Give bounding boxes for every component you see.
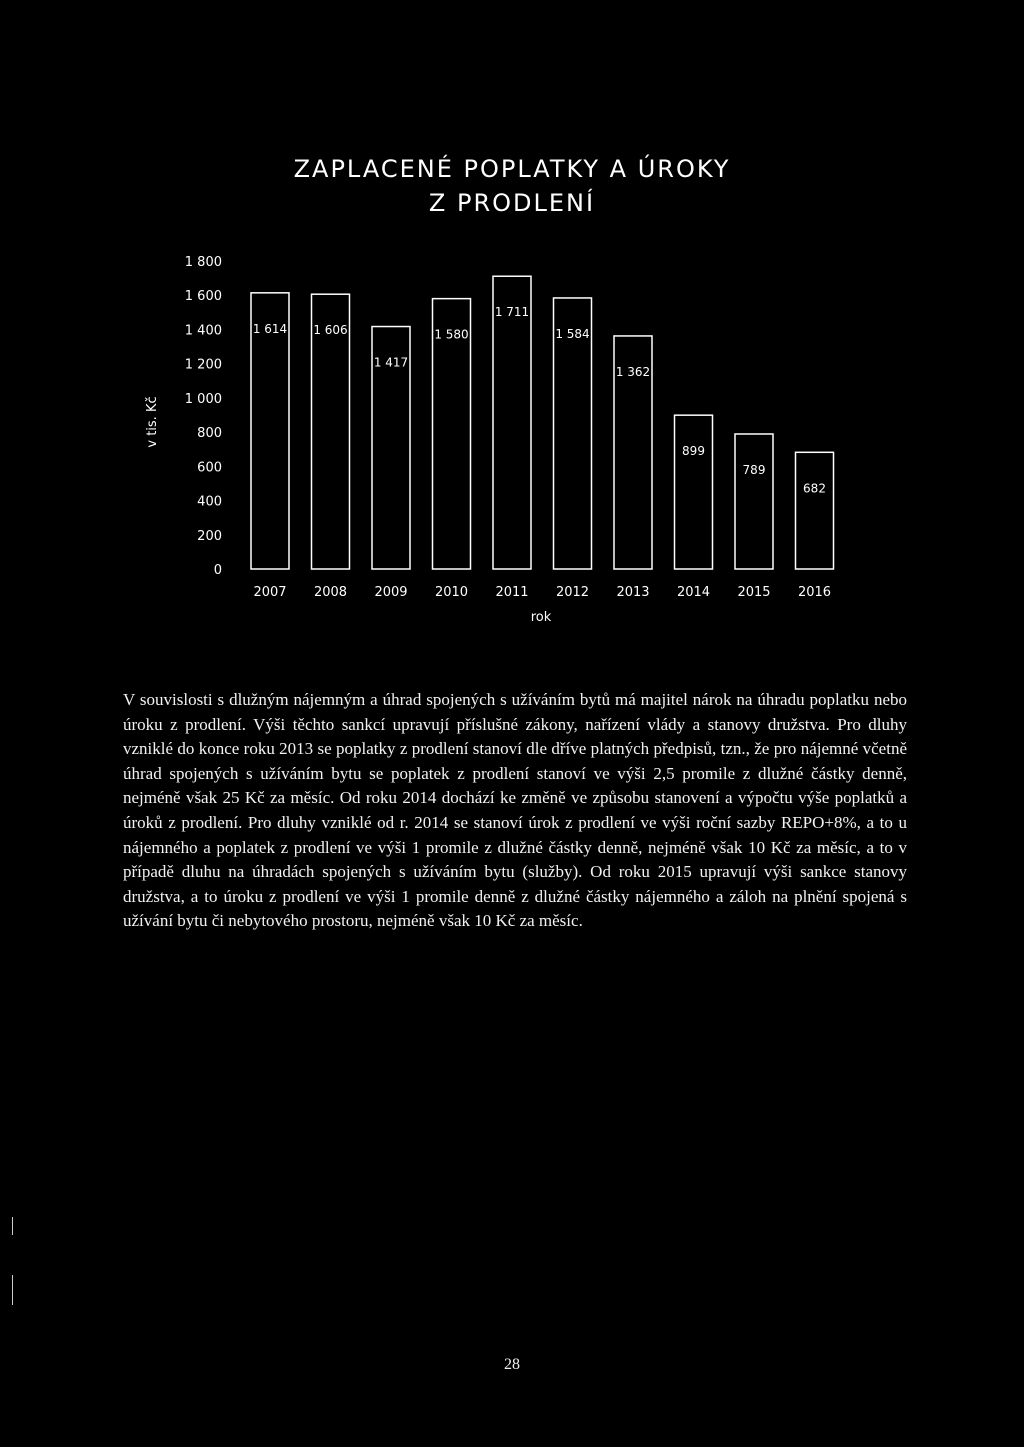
bar (675, 415, 713, 569)
chart-title-line-1: ZAPLACENÉ POPLATKY A ÚROKY (293, 155, 731, 183)
x-tick-label: 2007 (253, 585, 287, 600)
y-tick-label: 200 (197, 528, 222, 544)
margin-mark (12, 1217, 13, 1235)
x-tick-label: 2008 (313, 585, 348, 600)
bar-value-label: 1 606 (313, 323, 348, 338)
chart-title (0, 152, 1024, 220)
y-tick-label: 1 200 (184, 357, 222, 373)
x-tick-label: 2012 (555, 585, 590, 600)
bar-value-label: 682 (803, 481, 826, 496)
chart-title-line-2: Z PRODLENÍ (428, 189, 596, 217)
bars (251, 276, 834, 569)
bar-value-label: 1 584 (555, 326, 590, 341)
x-axis-title: rok (530, 610, 552, 625)
y-tick-label: 1 600 (184, 289, 222, 305)
x-tick-label: 2014 (676, 585, 711, 600)
bar-value-label: 899 (682, 444, 705, 459)
x-tick-label: 2013 (616, 585, 650, 600)
x-tick-label: 2010 (434, 585, 469, 600)
body-paragraph: V souvislosti s dlužným nájemným a úhrad spojených s užíváním bytů má majitel nárok na úhradu poplatku nebo úroku z prodlení. Výši těchto sankcí upravují příslušné zákony, nařízení vlády a stanovy družstva. Pro dluhy vzniklé do konce roku 2013 se poplatky z prodlení stanoví dle dříve platných předpisů, tzn., že pro nájemné včetně úhrad spojených s užíváním bytu se poplatek z prodlení stanoví ve výši 2,5 promile z dlužné částky denně, nejméně však 25 Kč za měsíc. Od roku 2014 dochází ke změně ve způsobu stanovení a výpočtu výše poplatků a úroků z prodlení. Pro dluhy vzniklé od r. 2014 se stanoví úrok z prodlení ve výši roční sazby REPO+8%, a to u nájemného a poplatek z prodlení ve výši 1 promile z dlužné částky denně, nejméně však 10 Kč za měsíc, a to v případě dluhu na úhradách spojených s užíváním bytu (služby). Od roku 2015 upravují výši sankce stanovy družstva, a to úroku z prodlení ve výši 1 promile denně z dlužné částky nájemného a záloh na plnění spojená s užívání bytu či nebytového prostoru, nejméně však 10 Kč za měsíc. (123, 690, 907, 931)
x-tick-label: 2009 (374, 585, 408, 600)
y-axis-title: v tis. Kč (145, 396, 160, 448)
y-axis-ticks (185, 255, 222, 578)
bar (796, 452, 834, 569)
x-tick-label: 2016 (797, 585, 832, 600)
y-tick-label: 600 (197, 460, 222, 476)
bar-chart (0, 240, 1024, 640)
y-tick-label: 1 000 (184, 391, 222, 407)
margin-mark (12, 1275, 13, 1305)
y-tick-label: 1 800 (184, 255, 222, 270)
x-tick-label: 2015 (737, 585, 771, 600)
x-axis-ticks (253, 585, 831, 600)
y-tick-label: 400 (197, 494, 222, 510)
x-tick-label: 2011 (495, 585, 529, 600)
bar-value-label: 1 362 (615, 364, 651, 379)
y-tick-label: 800 (197, 426, 222, 442)
bar (493, 276, 531, 569)
bar-value-label: 1 417 (373, 355, 409, 370)
bar-value-label: 1 711 (494, 305, 530, 320)
y-tick-label: 1 400 (184, 323, 222, 339)
bar (735, 434, 773, 569)
y-tick-label: 0 (213, 563, 222, 578)
page-number: 28 (504, 1356, 520, 1373)
bar-value-label: 1 580 (434, 327, 469, 342)
bar-value-label: 1 614 (252, 321, 288, 336)
bar-value-label: 789 (742, 462, 766, 477)
